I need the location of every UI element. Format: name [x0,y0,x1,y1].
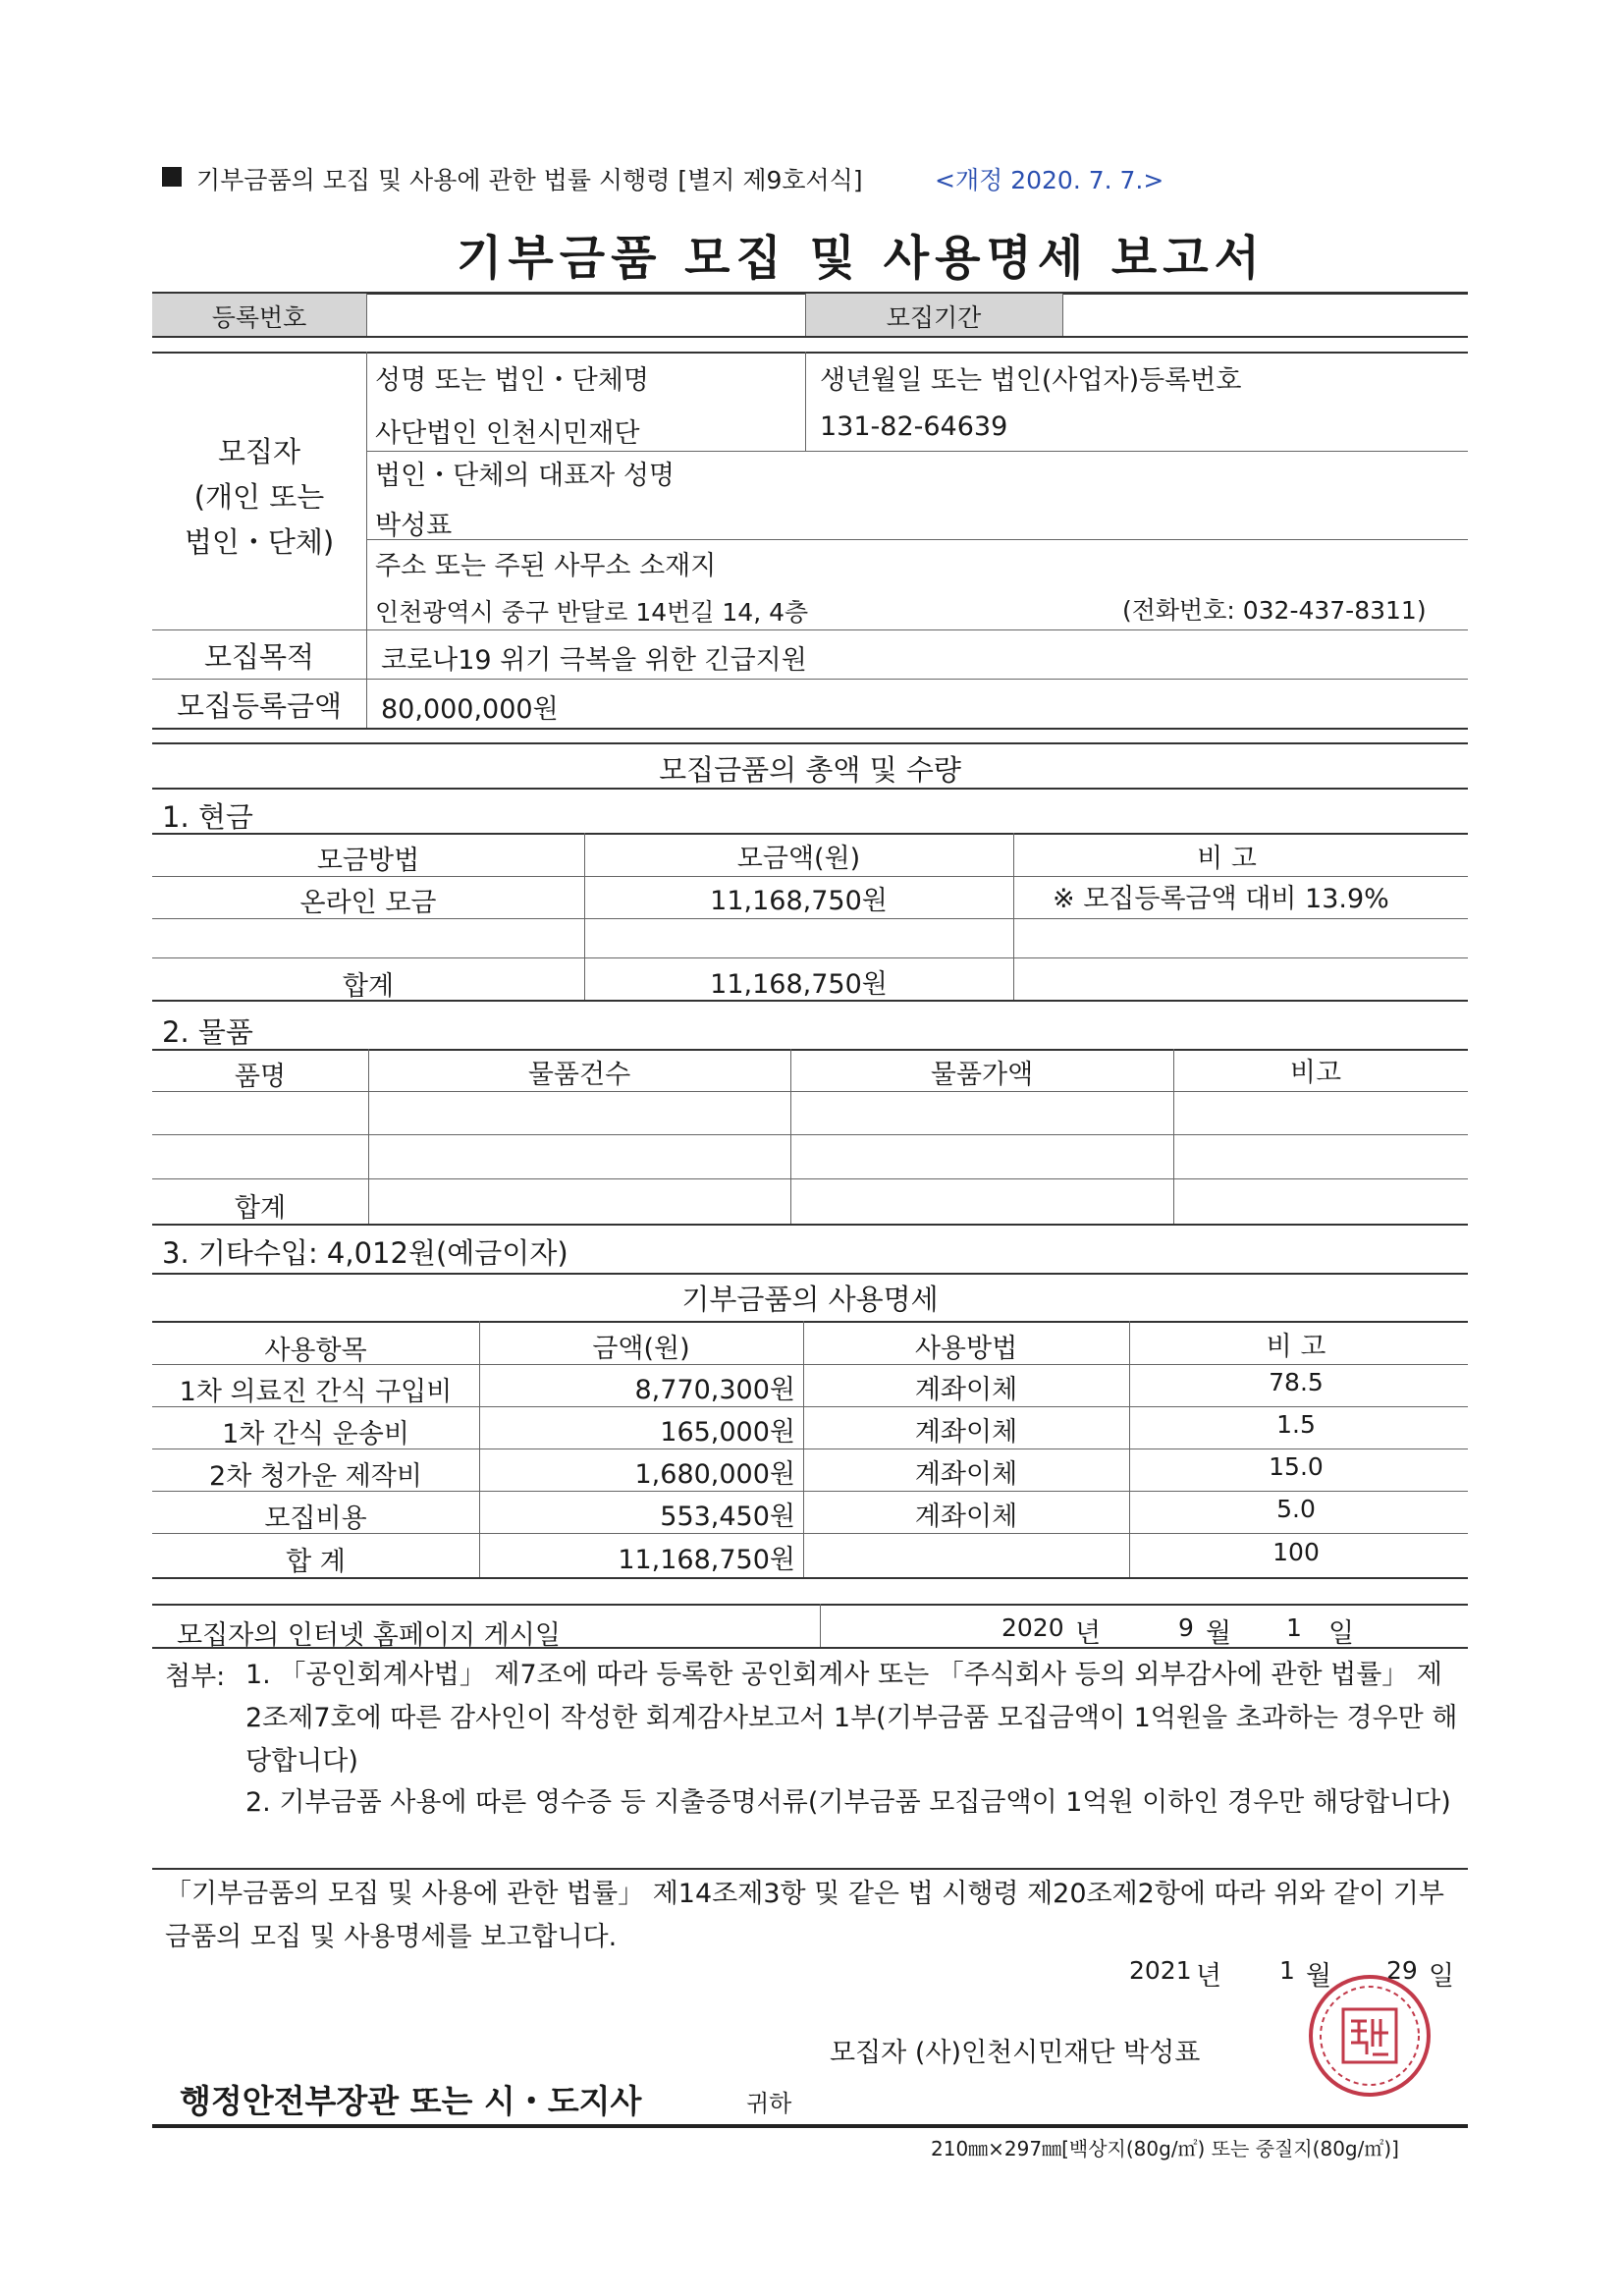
rep-value: 박성표 [375,511,453,541]
usage-row-1-item: 1차 의료진 간식 구입비 [179,1377,453,1407]
goods-header-count: 물품건수 [527,1060,631,1090]
totals-heading: 모집금품의 총액 및 수량 [659,753,961,787]
usage-row-2-note: 1.5 [1276,1410,1316,1439]
usage-row-4-note: 5.0 [1276,1495,1316,1523]
cash-heading: 1. 현금 [162,800,253,834]
cash-total-amount: 11,168,750원 [710,969,888,1000]
goods-total-label: 합계 [234,1193,287,1224]
goods-heading: 2. 물품 [162,1015,253,1049]
usage-header-note: 비 고 [1266,1332,1326,1362]
usage-row-3-method: 계좌이체 [914,1459,1018,1490]
usage-row-1-amount: 8,770,300원 [634,1375,795,1405]
usage-row-2-amount: 165,000원 [660,1417,795,1448]
usage-row-3-item: 2차 청가운 제작비 [209,1461,422,1492]
posting-label: 모집자의 인터넷 홈페이지 게시일 [177,1620,561,1651]
usage-row-4-item: 모집비용 [264,1503,367,1534]
usage-header-item: 사용항목 [264,1336,367,1366]
purpose-label: 모집목적 [203,640,315,674]
cash-header-note: 비 고 [1197,844,1257,874]
usage-row-3-amount: 1,680,000원 [634,1459,795,1490]
addressee: 행정안전부장관 또는 시・도지사 [180,2082,642,2120]
report-year-unit: 년 [1196,1961,1222,1992]
cash-total-label: 합계 [342,971,395,1002]
posting-year-unit: 년 [1075,1618,1102,1649]
usage-row-4-amount: 553,450원 [660,1502,795,1532]
collector-label-1: 모집자 [217,435,301,468]
name-value: 사단법인 인천시민재단 [375,418,640,449]
revision-date: <개정 2020. 7. 7.> [935,166,1164,194]
attachment-item-1: 1. 「공인회계사법」 제7조에 따라 등록한 공인회계사 또는 「주식회사 등의 외부감사에 관한 법률」 제2조제7호에 따른 감사인이 작성한 회계감사보고서 1부(기부금품 모집금액이 1억원을 초과하는 경우만 해당합니다) [245,1660,1458,1777]
attachments-prefix: 첨부: [165,1662,226,1692]
address-label: 주소 또는 주된 사무소 소재지 [375,551,717,581]
report-month: 1 [1279,1956,1295,1985]
form-type-marker [162,167,182,187]
reg-amount-value: 80,000,000원 [381,694,559,725]
posting-month: 9 [1178,1613,1194,1642]
posting-year: 2020 [1001,1613,1064,1642]
cash-header-method: 모금방법 [316,846,420,876]
posting-day: 1 [1286,1613,1302,1642]
posting-month-unit: 월 [1206,1618,1232,1649]
usage-row-2-method: 계좌이체 [914,1417,1018,1448]
official-seal-icon [1306,1972,1434,2100]
usage-row-3-note: 15.0 [1269,1452,1324,1481]
period-label: 모집기간 [886,303,982,332]
usage-row-1-method: 계좌이체 [914,1375,1018,1405]
address-value: 인천광역시 중구 반달로 14번길 14, 4층 [375,598,809,627]
paper-spec: 210㎜×297㎜[백상지(80g/㎡) 또는 중질지(80g/㎡)] [931,2137,1399,2160]
cash-row-note: ※ 모집등록금액 대비 13.9% [1053,884,1389,914]
other-income: 3. 기타수입: 4,012원(예금이자) [162,1236,568,1270]
legal-basis: 기부금품의 모집 및 사용에 관한 법률 시행령 [별지 제9호서식] [196,166,863,194]
purpose-value: 코로나19 위기 극복을 위한 긴급지원 [381,645,807,676]
form-title: 기부금품 모집 및 사용명세 보고서 [457,231,1266,286]
name-label: 성명 또는 법인・단체명 [375,365,649,396]
usage-heading: 기부금품의 사용명세 [681,1283,939,1316]
addressee-suffix: 귀하 [746,2090,792,2117]
cash-row-amount: 11,168,750원 [710,886,888,916]
report-year: 2021 [1129,1956,1192,1985]
reg-no-label: 등록번호 [211,303,307,332]
goods-header-name: 품명 [234,1062,287,1092]
usage-total-note: 100 [1272,1538,1320,1566]
birth-label: 생년월일 또는 법인(사업자)등록번호 [820,365,1242,396]
goods-header-note: 비고 [1289,1058,1342,1088]
usage-row-4-method: 계좌이체 [914,1502,1018,1532]
reg-amount-label: 모집등록금액 [176,689,343,723]
usage-total-item: 합 계 [286,1547,346,1577]
attachment-item-2: 2. 기부금품 사용에 따른 영수증 등 지출증명서류(기부금품 모집금액이 1억원 이하인 경우만 해당합니다) [245,1787,1451,1818]
phone-number: (전화번호: 032-437-8311) [1122,596,1427,625]
cash-row-method: 온라인 모금 [299,888,437,918]
report-month-unit: 월 [1306,1961,1332,1992]
usage-row-2-item: 1차 간식 운송비 [222,1419,409,1449]
birth-value: 131-82-64639 [820,411,1008,442]
usage-row-1-note: 78.5 [1269,1368,1324,1396]
rep-label: 법인・단체의 대표자 성명 [375,461,675,491]
report-statement: 「기부금품의 모집 및 사용에 관한 법률」 제14조제3항 및 같은 법 시행령 제20조제2항에 따라 위와 같이 기부금품의 모집 및 사용명세를 보고합니다. [165,1879,1445,1952]
collector-label-3: 법인・단체) [184,525,335,559]
usage-header-method: 사용방법 [914,1334,1018,1364]
collector-label-2: (개인 또는 [193,480,325,514]
usage-total-amount: 11,168,750원 [618,1545,795,1575]
posting-day-unit: 일 [1328,1618,1355,1649]
report-day: 29 [1386,1956,1418,1985]
cash-header-amount: 모금액(원) [736,844,861,874]
goods-header-value: 물품가액 [930,1060,1034,1090]
usage-header-amount: 금액(원) [592,1334,690,1364]
signer: 모집자 (사)인천시민재단 박성표 [830,2038,1201,2068]
report-day-unit: 일 [1429,1961,1455,1992]
